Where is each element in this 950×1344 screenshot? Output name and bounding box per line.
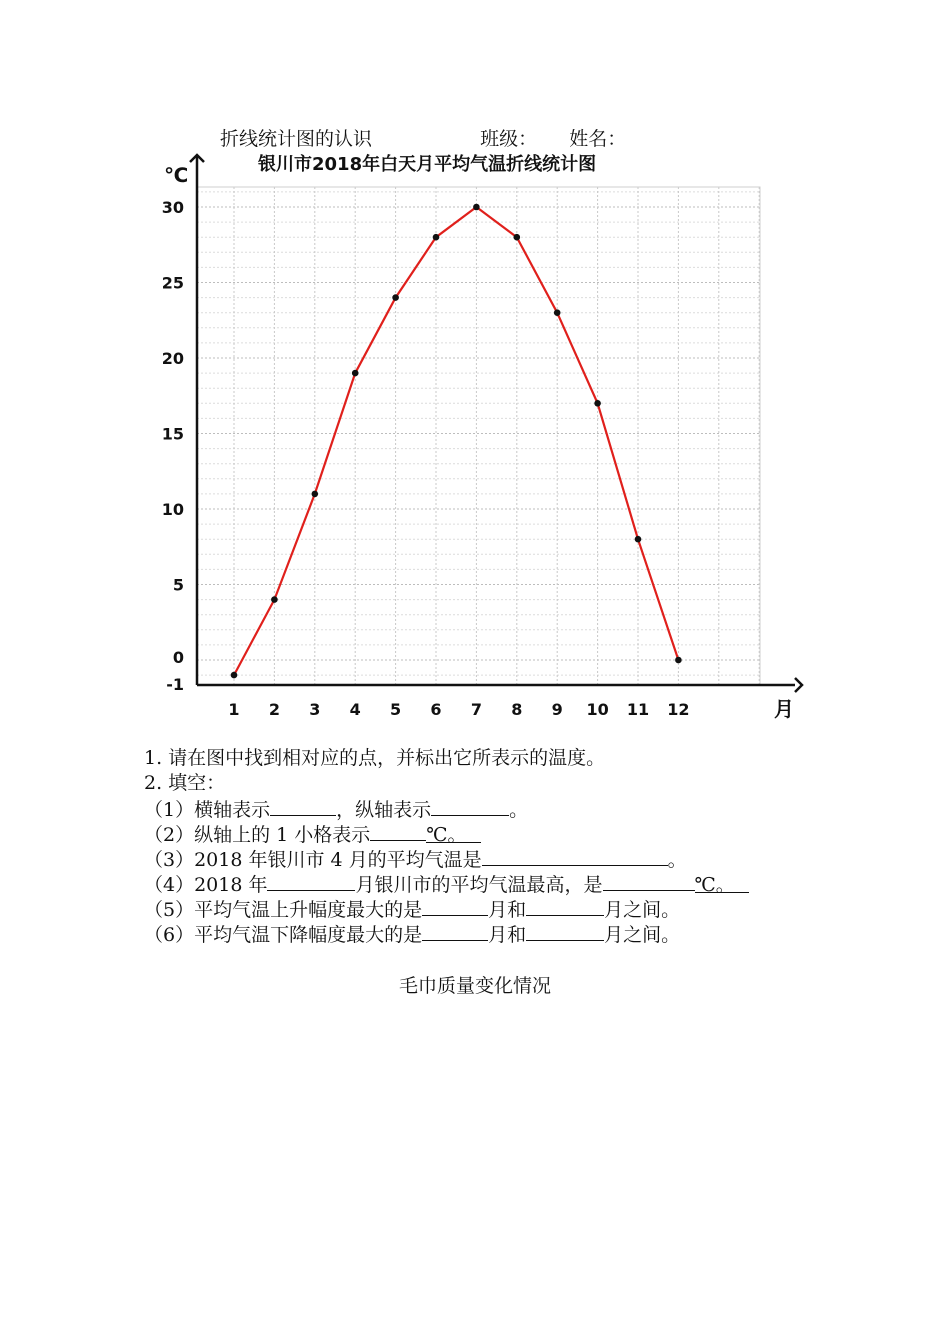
answer-blank-y-axis[interactable] xyxy=(431,796,509,816)
fill-item-4-text-b: 月银川市的平均气温最高，是 xyxy=(355,874,603,896)
y-tick-label: 20 xyxy=(161,349,184,368)
data-point xyxy=(594,400,601,407)
answer-blank-unit-value[interactable] xyxy=(370,821,426,841)
fill-item-5-text-b: 月和 xyxy=(488,899,527,921)
data-point xyxy=(675,657,682,664)
answer-blank-fall-to[interactable] xyxy=(526,921,604,941)
fill-item-1-text-b: ，纵轴表示 xyxy=(336,799,432,821)
x-tick-label: 4 xyxy=(349,700,361,719)
series-line xyxy=(234,207,678,675)
fill-item-5 xyxy=(144,896,680,923)
answer-blank-rise-to[interactable] xyxy=(526,896,604,916)
class-label: 班级： xyxy=(480,128,538,150)
fill-item-3-text-a: （3）2018 年银川市 4 月的平均气温是 xyxy=(144,849,482,871)
data-point xyxy=(271,596,278,603)
name-label: 姓名： xyxy=(569,128,627,150)
y-tick-label: 30 xyxy=(161,198,184,217)
fill-item-6-text-c: 月之间。 xyxy=(604,924,681,946)
y-tick-label: 15 xyxy=(161,424,184,444)
fill-item-4-text-c: ℃。 xyxy=(695,873,749,893)
fill-item-4 xyxy=(144,871,749,898)
line-chart-svg xyxy=(150,145,820,735)
x-tick-label: 7 xyxy=(470,700,482,719)
next-section-title: 毛巾质量变化情况 xyxy=(398,975,551,997)
x-tick-label: 8 xyxy=(511,700,523,719)
chart-tick-labels xyxy=(162,198,690,719)
y-tick-label: -1 xyxy=(166,675,184,695)
answer-blank-hottest-month[interactable] xyxy=(267,871,355,891)
fill-item-2-text-b: ℃。 xyxy=(426,823,480,843)
chart-axes xyxy=(190,155,802,692)
data-point xyxy=(352,370,359,377)
fill-item-6-text-a: （6）平均气温下降幅度最大的是 xyxy=(144,924,423,946)
answer-blank-x-axis[interactable] xyxy=(270,796,336,816)
fill-item-4-text-a: （4）2018 年 xyxy=(144,874,268,896)
chart-series xyxy=(231,204,682,679)
fill-item-3 xyxy=(144,846,687,873)
data-point xyxy=(433,234,440,241)
x-tick-label: 9 xyxy=(551,700,563,719)
answer-blank-rise-from[interactable] xyxy=(422,896,488,916)
chart-grid xyxy=(197,187,760,685)
y-axis-unit-label: ℃ xyxy=(164,163,189,187)
x-tick-label: 3 xyxy=(309,700,321,719)
fill-item-2-text-a: （2）纵轴上的 1 小格表示 xyxy=(144,824,371,846)
answer-blank-fall-from[interactable] xyxy=(422,921,488,941)
fill-item-2 xyxy=(144,821,481,848)
data-point xyxy=(312,491,319,498)
x-tick-label: 5 xyxy=(390,700,402,719)
x-tick-label: 1 xyxy=(228,700,240,719)
x-axis-unit-label: 月 xyxy=(774,697,794,721)
fill-item-1-text-a: （1）横轴表示 xyxy=(144,799,271,821)
data-point xyxy=(473,204,480,211)
y-tick-label: 5 xyxy=(172,575,184,595)
question-2: 2. 填空： xyxy=(144,772,226,794)
question-1: 1. 请在图中找到相对应的点，并标出它所表示的温度。 xyxy=(144,747,606,769)
line-chart xyxy=(150,145,820,735)
x-tick-label: 2 xyxy=(268,700,280,719)
chart-title: 银川市2018年白天月平均气温折线统计图 xyxy=(258,154,597,175)
answer-blank-april-temp[interactable] xyxy=(482,846,668,866)
x-axis-arrow xyxy=(795,678,802,692)
fill-item-1 xyxy=(144,796,528,823)
y-tick-label: 25 xyxy=(161,273,184,293)
fill-item-3-text-b: 。 xyxy=(667,849,687,871)
fill-item-6-text-b: 月和 xyxy=(488,924,527,946)
y-tick-label: 10 xyxy=(161,500,184,519)
x-tick-label: 6 xyxy=(430,700,442,719)
fill-item-1-text-c: 。 xyxy=(509,799,529,821)
worksheet-title: 折线统计图的认识 xyxy=(220,128,373,150)
answer-blank-highest-temp[interactable] xyxy=(603,871,695,891)
x-tick-label: 12 xyxy=(667,700,690,719)
data-point xyxy=(554,309,561,316)
fill-item-6 xyxy=(144,921,680,948)
grid-frame xyxy=(197,187,760,685)
fill-item-5-text-a: （5）平均气温上升幅度最大的是 xyxy=(144,899,423,921)
data-point xyxy=(635,536,642,543)
data-point xyxy=(231,672,238,679)
data-point xyxy=(514,234,521,241)
x-tick-label: 10 xyxy=(586,700,609,719)
data-point xyxy=(392,294,399,301)
x-tick-label: 11 xyxy=(626,700,650,719)
y-tick-label: 0 xyxy=(172,648,184,667)
fill-item-5-text-c: 月之间。 xyxy=(604,899,681,921)
